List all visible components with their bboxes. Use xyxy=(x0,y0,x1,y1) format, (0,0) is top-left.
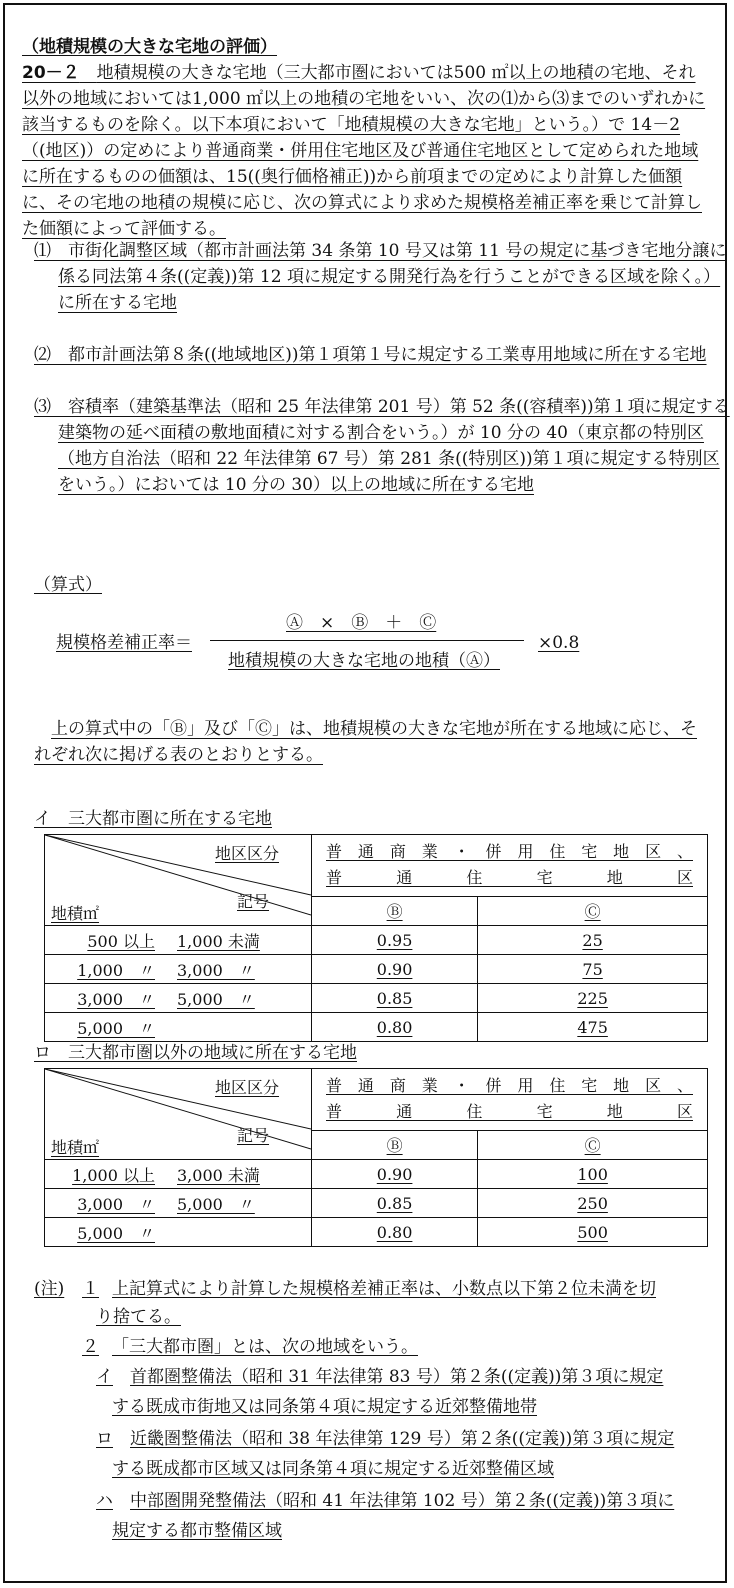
fraction-bar xyxy=(210,640,524,641)
note2-number: ２ xyxy=(82,1337,99,1357)
table-row: 5,000 〃 0.80 500 xyxy=(45,1218,708,1247)
note2-item-ro-line1: 近畿圏整備法（昭和 38 年法律第 129 号）第２条((定義))第３項に規定 xyxy=(130,1429,675,1449)
col-c-header: Ⓒ xyxy=(478,1130,708,1159)
note2-item-i-line2: する既成市街地又は同条第４項に規定する近郊整備地帯 xyxy=(112,1397,537,1417)
formula-multiplier: ×0.8 xyxy=(538,633,580,653)
header-district: 地区区分 xyxy=(215,844,280,863)
note1-number: １ xyxy=(82,1279,99,1299)
table-row: 3,000 〃 5,000 〃 0.85 250 xyxy=(45,1189,708,1218)
note1-line2: り捨てる。 xyxy=(96,1307,181,1327)
table-b-title: ロ 三大都市圏以外の地域に所在する宅地 xyxy=(34,1043,357,1063)
header-symbol: 記号 xyxy=(237,892,270,911)
notes-label: (注) xyxy=(34,1279,65,1299)
formula-note: 上の算式中の「Ⓑ」及び「Ⓒ」は、地積規模の大きな宅地が所在する地域に応じ、それぞれ次に掲げる表のとおりとする。 xyxy=(34,719,697,765)
formula-lhs: 規模格差補正率＝ xyxy=(56,633,192,653)
note2-text: 「三大都市圏」とは、次の地域をいう。 xyxy=(112,1337,418,1357)
header-region: 普通商業・併用住宅地区、 普 通 住 宅 地 区 xyxy=(312,1069,708,1131)
note2-item-ha-num: ハ xyxy=(96,1491,113,1511)
col-b-header: Ⓑ xyxy=(312,1130,478,1159)
formula-heading: （算式） xyxy=(34,575,102,595)
note2-item-i-num: イ xyxy=(96,1367,113,1387)
formula-denominator: 地積規模の大きな宅地の地積（Ⓐ） xyxy=(228,651,500,671)
table-row: 500 以上 1,000 未満 0.95 25 xyxy=(45,926,708,955)
table-b xyxy=(44,1068,708,1247)
exclusion-1: ⑴ 市街化調整区域（都市計画法第 34 条第 10 号又は第 11 号の規定に基づき宅地分譲に係る同法第４条((定義))第 12 項に規定する開発行為を行うことができる区域を除く。）に所在する宅地 xyxy=(34,241,727,313)
table-a-diagonal-header xyxy=(45,835,312,926)
header-area: 地積㎡ xyxy=(51,904,100,923)
table-row: 3,000 〃 5,000 〃 0.85 225 xyxy=(45,984,708,1013)
table-b-diagonal-header xyxy=(45,1069,312,1160)
exclusion-2: ⑵ 都市計画法第８条((地域地区))第１項第１号に規定する工業専用地域に所在する宅地 xyxy=(34,345,707,365)
header-region: 普通商業・併用住宅地区、 普 通 住 宅 地 区 xyxy=(312,835,708,897)
table-row: 1,000 以上 3,000 未満 0.90 100 xyxy=(45,1160,708,1189)
section-title: （地積規模の大きな宅地の評価） xyxy=(22,37,277,57)
main-paragraph xyxy=(22,60,708,242)
header-district: 地区区分 xyxy=(215,1078,280,1097)
col-b-header: Ⓑ xyxy=(312,896,478,925)
note2-item-ha-line1: 中部圏開発整備法（昭和 41 年法律第 102 号）第２条((定義))第３項に xyxy=(130,1491,675,1511)
formula-numerator: Ⓐ × Ⓑ ＋ Ⓒ xyxy=(286,613,437,633)
col-c-header: Ⓒ xyxy=(478,896,708,925)
exclusion-3: ⑶ 容積率（建築基準法（昭和 25 年法律第 201 号）第 52 条((容積率))第１項に規定する建築物の延べ面積の敷地面積に対する割合をいう。）が 10 分の 40（東京都の特別区（地方自治法（昭和 22 年法律第 67 号）第 281 条((特別区))第１項に規定する特別区をいう。）においては 10 分の 30）以上の地域に所在する宅地 xyxy=(34,397,730,495)
note2-item-ha-line2: 規定する都市整備区域 xyxy=(112,1521,282,1541)
table-a xyxy=(44,834,708,1042)
header-symbol: 記号 xyxy=(237,1126,270,1145)
table-a-title: イ 三大都市圏に所在する宅地 xyxy=(34,809,272,829)
note2-item-ro-line2: する既成都市区域又は同条第４項に規定する近郊整備区域 xyxy=(112,1459,554,1479)
section-number: 20－２ xyxy=(22,63,80,83)
header-area: 地積㎡ xyxy=(51,1138,100,1157)
note1-line1: 上記算式により計算した規模格差補正率は、小数点以下第２位未満を切 xyxy=(112,1279,656,1299)
table-row: 1,000 〃 3,000 〃 0.90 75 xyxy=(45,955,708,984)
table-row: 5,000 〃 0.80 475 xyxy=(45,1013,708,1042)
note2-item-i-line1: 首都圏整備法（昭和 31 年法律第 83 号）第２条((定義))第３項に規定 xyxy=(130,1367,664,1387)
note2-item-ro-num: ロ xyxy=(96,1429,113,1449)
main-paragraph-text: 地積規模の大きな宅地（三大都市圏においては500 ㎡以上の地積の宅地、それ以外の地域においては1,000 ㎡以上の地積の宅地をいい、次の⑴から⑶までのいずれかに該当するものを除く。以下本項において「地積規模の大きな宅地」という。）で 14－2（(地区)）の定めにより普通商業・併用住宅地区及び普通住宅地区として定められた地域に所在するものの価額は、15((奥行価格補正))から前項までの定めにより計算した価額に、その宅地の地積の規模に応じ、次の算式により求めた規模格差補正率を乗じて計算した価額によって評価する。 xyxy=(22,63,706,239)
